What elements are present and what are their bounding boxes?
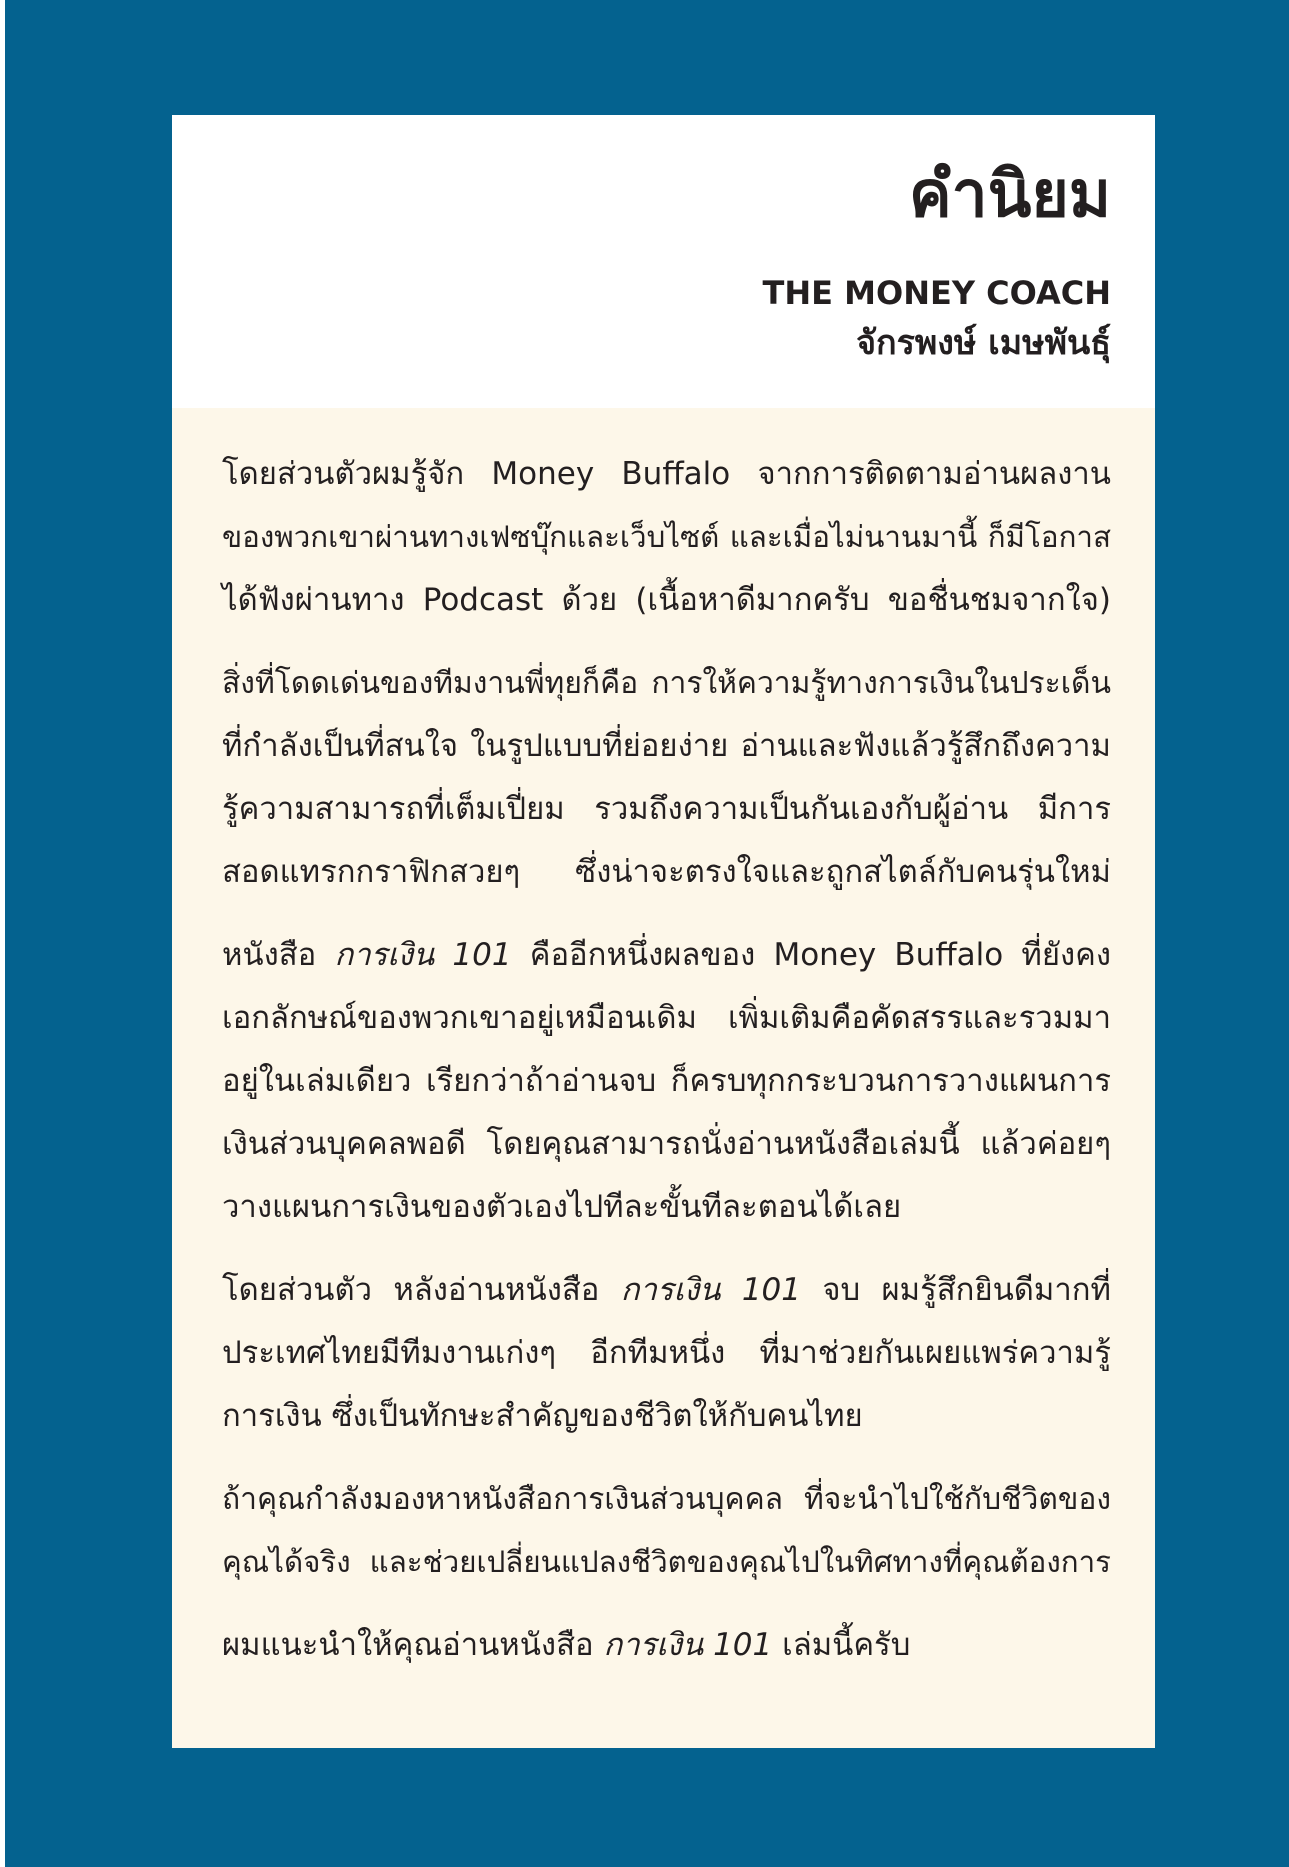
paragraph-line: โดยส่วนตัวผมรู้จัก Money Buffalo จากการติดตามอ่านผลงาน xyxy=(222,456,1111,492)
paragraph-line: สิ่งที่โดดเด่นของทีมงานพี่ทุยก็คือ การให้ความรู้ทางการเงินในประเด็น xyxy=(222,666,1111,701)
paragraph-line: ถ้าคุณกำลังมองหาหนังสือการเงินส่วนบุคคล ที่จะนำไปใช้กับชีวิตของ xyxy=(222,1482,1111,1517)
paragraph-6 xyxy=(222,1614,1111,1677)
book-title-italic: การเงิน 101 xyxy=(334,937,512,973)
paragraph-line: ประเทศไทยมีทีมงานเก่งๆ อีกทีมหนึ่ง ที่มาช่วยกันเผยแพร่ความรู้ xyxy=(222,1335,1111,1371)
paragraph-line: สอดแทรกกราฟิกสวยๆ ซึ่งน่าจะตรงใจและถูกสไตล์กับคนรุ่นใหม่ xyxy=(222,854,1111,890)
author-role: THE MONEY COACH xyxy=(762,274,1111,312)
text-run: คืออีกหนึ่งผลของ Money Buffalo ที่ยังคง xyxy=(511,937,1112,973)
page-title: คำนิยม xyxy=(908,158,1111,232)
text-run: จบ ผมรู้สึกยินดีมากที่ xyxy=(801,1272,1111,1308)
paragraph-4 xyxy=(222,1259,1111,1448)
paragraph-line: ของพวกเขาผ่านทางเฟซบุ๊กและเว็บไซต์ และเมื่อไม่นานมานี้ ก็มีโอกาส xyxy=(222,520,1111,554)
book-title-italic: การเงิน 101 xyxy=(620,1272,801,1308)
paragraph-1 xyxy=(222,443,1111,632)
paragraph-line: คุณได้จริง และช่วยเปลี่ยนแปลงชีวิตของคุณไปในทิศทางที่คุณต้องการ xyxy=(222,1545,1111,1579)
paragraph-line xyxy=(222,1259,1111,1322)
paragraph-line xyxy=(222,1614,1111,1677)
text-run: เล่มนี้ครับ xyxy=(772,1627,911,1663)
paragraph-5 xyxy=(222,1468,1111,1594)
text-run: หนังสือ xyxy=(222,937,335,973)
paragraph-line: วางแผนการเงินของตัวเองไปทีละขั้นทีละตอนได้เลย xyxy=(222,1189,902,1225)
paragraph-line: ที่กำลังเป็นที่สนใจ ในรูปแบบที่ย่อยง่าย อ่านและฟังแล้วรู้สึกถึงความ xyxy=(222,728,1111,764)
card-header xyxy=(172,115,1155,408)
paragraph-line: อยู่ในเล่มเดียว เรียกว่าถ้าอ่านจบ ก็ครบทุกกระบวนการวางแผนการ xyxy=(222,1063,1111,1099)
foreword-body xyxy=(222,443,1111,1697)
left-edge-strip xyxy=(0,0,5,1867)
paragraph-2 xyxy=(222,652,1111,904)
paragraph-3 xyxy=(222,924,1111,1239)
paragraph-line xyxy=(222,924,1111,987)
author-name: จักรพงษ์ เมษพันธุ์ xyxy=(856,323,1111,363)
paragraph-line: รู้ความสามารถที่เต็มเปี่ยม รวมถึงความเป็นกันเองกับผู้อ่าน มีการ xyxy=(222,791,1111,827)
text-run: โดยส่วนตัว หลังอ่านหนังสือ xyxy=(222,1272,621,1308)
paragraph-line: เอกลักษณ์ของพวกเขาอยู่เหมือนเดิม เพิ่มเติมคือคัดสรรและรวมมา xyxy=(222,1000,1111,1036)
paragraph-line: เงินส่วนบุคคลพอดี โดยคุณสามารถนั่งอ่านหนังสือเล่มนี้ แล้วค่อยๆ xyxy=(222,1126,1111,1162)
text-run: ผมแนะนำให้คุณอ่านหนังสือ xyxy=(222,1627,604,1663)
paragraph-line: การเงิน ซึ่งเป็นทักษะสำคัญของชีวิตให้กับคนไทย xyxy=(222,1398,863,1434)
paragraph-line: ได้ฟังผ่านทาง Podcast ด้วย (เนื้อหาดีมากครับ ขอชื่นชมจากใจ) xyxy=(222,582,1111,618)
foreword-card xyxy=(172,115,1155,1748)
book-title-italic: การเงิน 101 xyxy=(603,1627,773,1663)
